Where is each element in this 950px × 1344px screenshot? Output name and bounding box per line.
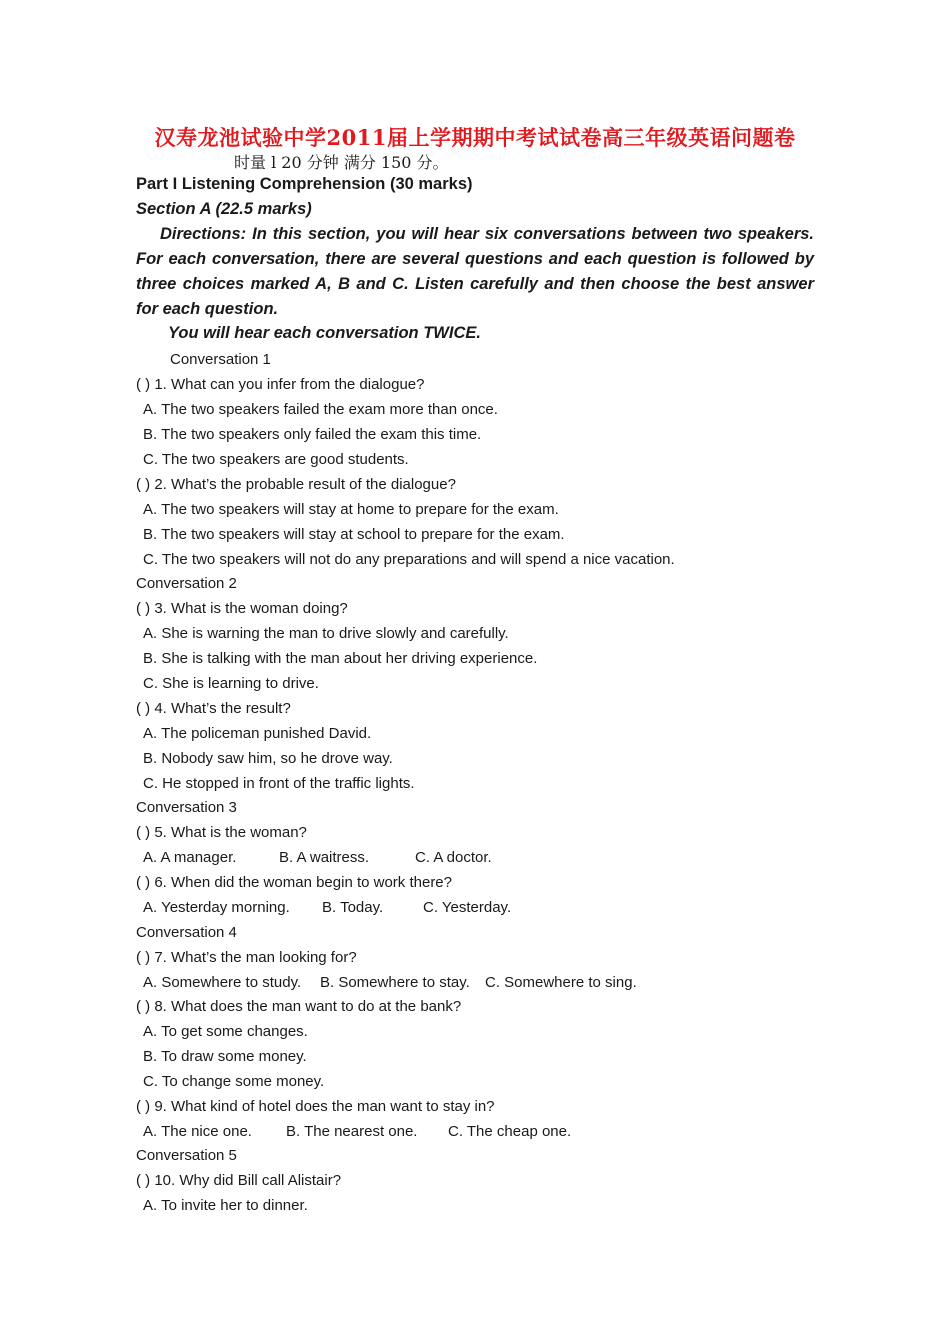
option-row — [143, 970, 823, 995]
question: ( ) 3. What is the woman doing? — [136, 600, 348, 617]
option: C. To change some money. — [143, 1073, 325, 1090]
option: B. A waitress. — [279, 849, 370, 866]
option: A. Yesterday morning. — [143, 899, 290, 916]
question: ( ) 4. What’s the result? — [136, 700, 291, 717]
option: B. The two speakers will stay at school to prepare for the exam. — [143, 526, 565, 543]
option: B. Nobody saw him, so he drove way. — [143, 750, 393, 767]
question: ( ) 1. What can you infer from the dialogue? — [136, 376, 425, 393]
exam-subtitle: 时量 l 20 分钟 满分 150 分。 — [234, 153, 449, 172]
option: C. The two speakers are good students. — [143, 451, 409, 468]
option: A. Somewhere to study. — [143, 974, 302, 991]
option: C. A doctor. — [415, 849, 492, 866]
conversation-heading: Conversation 3 — [136, 799, 237, 816]
option: B. To draw some money. — [143, 1048, 307, 1065]
exam-title: 汉寿龙池试验中学2011届上学期期中考试试卷高三年级英语问题卷 — [154, 125, 796, 150]
section-heading: Section A (22.5 marks) — [136, 200, 312, 218]
option: C. Somewhere to sing. — [485, 974, 637, 991]
option: C. Yesterday. — [423, 899, 512, 916]
option: C. He stopped in front of the traffic lights. — [143, 775, 415, 792]
question: ( ) 8. What does the man want to do at the bank? — [136, 998, 462, 1015]
option: C. The cheap one. — [448, 1123, 572, 1140]
option: C. The two speakers will not do any preparations and will spend a nice vacation. — [143, 551, 675, 568]
conversation-heading: Conversation 2 — [136, 575, 237, 592]
option: A. The policeman punished David. — [143, 725, 372, 742]
option: C. She is learning to drive. — [143, 675, 319, 692]
option: B. The two speakers only failed the exam this time. — [143, 426, 482, 443]
option: A. The nice one. — [143, 1123, 252, 1140]
conversation-heading: Conversation 1 — [170, 351, 271, 368]
option-row — [143, 1119, 823, 1144]
option: B. Somewhere to stay. — [320, 974, 470, 991]
part-heading: Part I Listening Comprehension (30 marks) — [136, 175, 473, 193]
question: ( ) 2. What’s the probable result of the dialogue? — [136, 476, 456, 493]
conversation-heading: Conversation 5 — [136, 1147, 237, 1164]
option: A. A manager. — [143, 849, 237, 866]
question: ( ) 5. What is the woman? — [136, 824, 307, 841]
option: B. The nearest one. — [286, 1123, 418, 1140]
question: ( ) 6. When did the woman begin to work there? — [136, 874, 452, 891]
directions-paragraph: Directions: In this section, you will hear six conversations between two speakers. For each conversation, there are several questions and each question is followed by three choices marked A, B and C. Listen carefully and then choose the best answer for each question. — [136, 225, 814, 318]
twice-note: You will hear each conversation TWICE. — [168, 324, 481, 342]
option-row — [143, 895, 823, 920]
option: A. To invite her to dinner. — [143, 1197, 308, 1214]
option-row — [143, 845, 823, 870]
question: ( ) 10. Why did Bill call Alistair? — [136, 1172, 342, 1189]
option: A. She is warning the man to drive slowly and carefully. — [143, 625, 509, 642]
question: ( ) 7. What’s the man looking for? — [136, 949, 357, 966]
question: ( ) 9. What kind of hotel does the man want to stay in? — [136, 1098, 495, 1115]
conversation-heading: Conversation 4 — [136, 924, 237, 941]
option: B. Today. — [322, 899, 384, 916]
option: B. She is talking with the man about her driving experience. — [143, 650, 538, 667]
option: A. The two speakers failed the exam more than once. — [143, 401, 498, 418]
option: A. To get some changes. — [143, 1023, 308, 1040]
option: A. The two speakers will stay at home to prepare for the exam. — [143, 501, 559, 518]
